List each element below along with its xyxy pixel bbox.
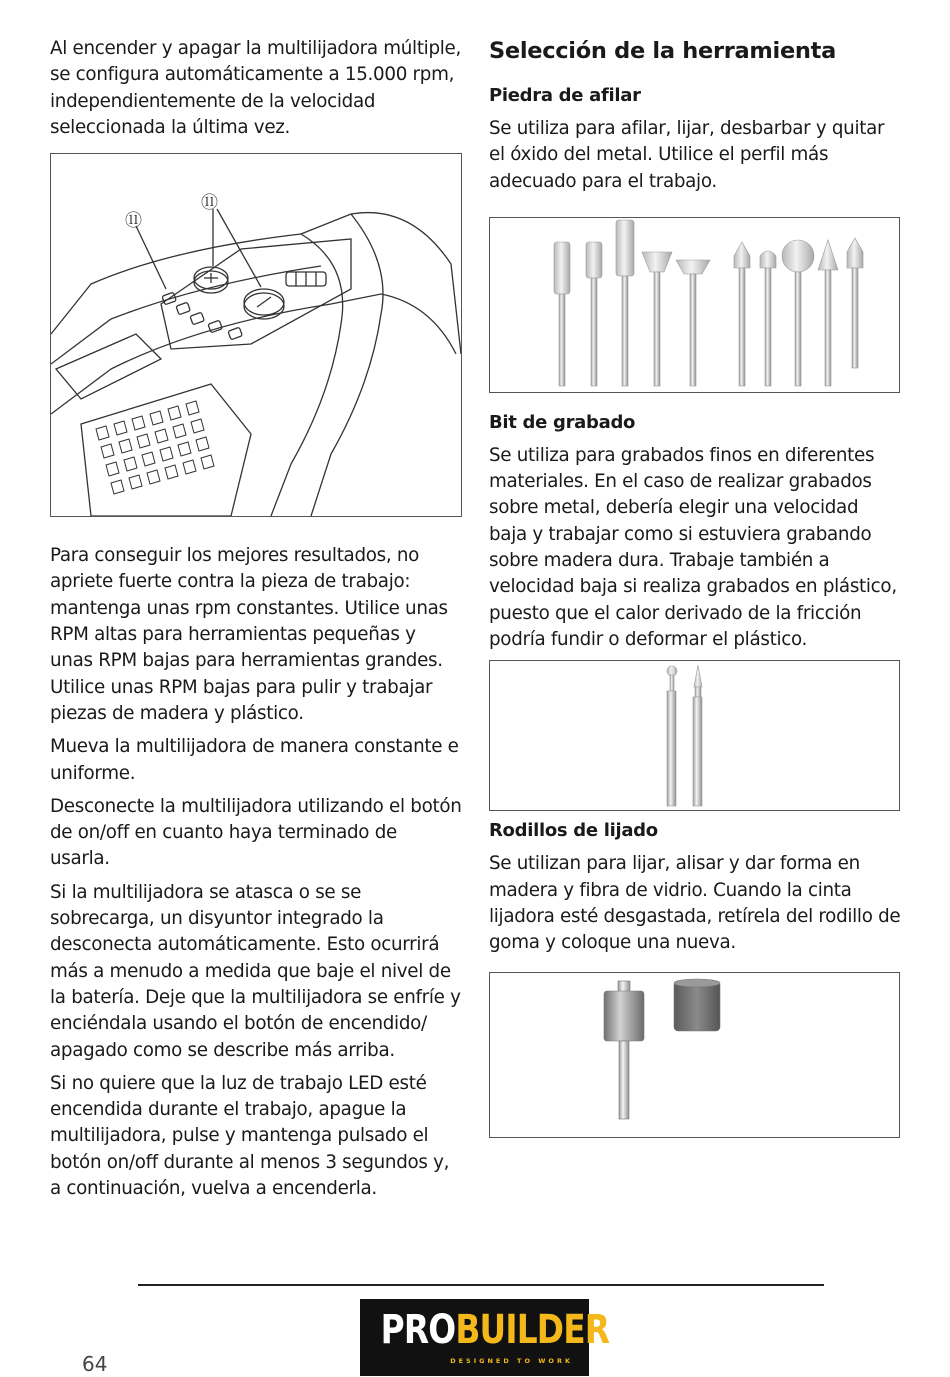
logo-wordmark [380,1307,610,1353]
page-number: 64 [82,1352,108,1376]
tool-control-illustration [50,153,462,517]
intro-paragraph: Al encender y apagar la multilijadora múltiple, se configura automáticamente a 15.000 rpm, independientemente de la velocidad seleccionada la última vez. [50,38,462,138]
callout-11-left: ⑪ [125,211,142,232]
paragraph-best-results: Para conseguir los mejores resultados, no apriete fuerte contra la pieza de trabajo: mantenga unas rpm constantes. Utilice unas RPM altas para herramientas pequeñas y unas RPM bajas para herramientas grandes. Utilice unas RPM bajas para pulir y trabajar piezas de madera y plástico. [50,545,448,724]
paragraph-move-uniform: Mueva la multilijadora de manera constante e uniforme. [50,736,459,784]
sanding-rollers-figure [489,972,900,1138]
grinding-stones-drawing [490,218,899,392]
engraving-bits-figure [489,660,900,811]
logo-pro: PRO [380,1307,456,1353]
grinding-stones-figure [489,217,900,393]
text-grinding-stone: Se utiliza para afilar, lijar, desbarbar y quitar el óxido del metal. Utilice el perfil más adecuado para el trabajo. [489,118,885,192]
left-column [50,36,462,1209]
footer-divider [138,1284,824,1286]
paragraph-overload: Si la multilijadora se atasca o se se sobrecarga, un disyuntor integrado la desconecta automáticamente. Esto ocurrirá más a menudo a medida que baje el nivel de la batería. Deje que la multilijadora se enfríe y enciéndala usando el botón de encendido/ apagado como se describe más arriba. [50,881,461,1061]
engraving-bits-drawing [490,661,899,810]
paragraph-led-light: Si no quiere que la luz de trabajo LED esté encendida durante el trabajo, apague la multilijadora, pulse y mantenga pulsado el botón on/off durante al menos 3 segundos y, a continuación, vuelva a encenderla. [50,1072,450,1200]
heading-grinding-stone: Piedra de afilar [489,85,641,106]
callout-11-right: ⑪ [201,193,218,214]
logo-tagline: DESIGNED TO WORK [450,1357,573,1365]
multitool-drawing [51,154,461,516]
sanding-rollers-drawing [490,973,899,1137]
logo-builder: BUILDER [455,1307,610,1353]
heading-sanding-rollers: Rodillos de lijado [489,820,658,842]
right-column [489,36,901,1138]
paragraph-disconnect: Desconecte la multilijadora utilizando el botón de on/off en cuanto haya terminado de usarla. [50,795,462,870]
probuilder-logo [360,1299,610,1376]
section-title: Selección de la herramienta [489,38,836,64]
text-sanding-rollers: Se utilizan para lijar, alisar y dar forma en madera y fibra de vidrio. Cuando la cinta lijadora esté desgastada, retírela del rodillo de goma y coloque una nueva. [489,853,901,954]
text-engraving-bit: Se utiliza para grabados finos en diferentes materiales. En el caso de realizar grabados sobre metal, debería elegir una velocidad baja y trabajar como si estuviera grabando sobre madera dura. Trabaje también a velocidad baja si realiza grabados en plástico, puesto que el calor derivado de la fricción podría fundir o deformar el plástico. [489,444,897,650]
heading-engraving-bit: Bit de grabado [489,411,636,433]
